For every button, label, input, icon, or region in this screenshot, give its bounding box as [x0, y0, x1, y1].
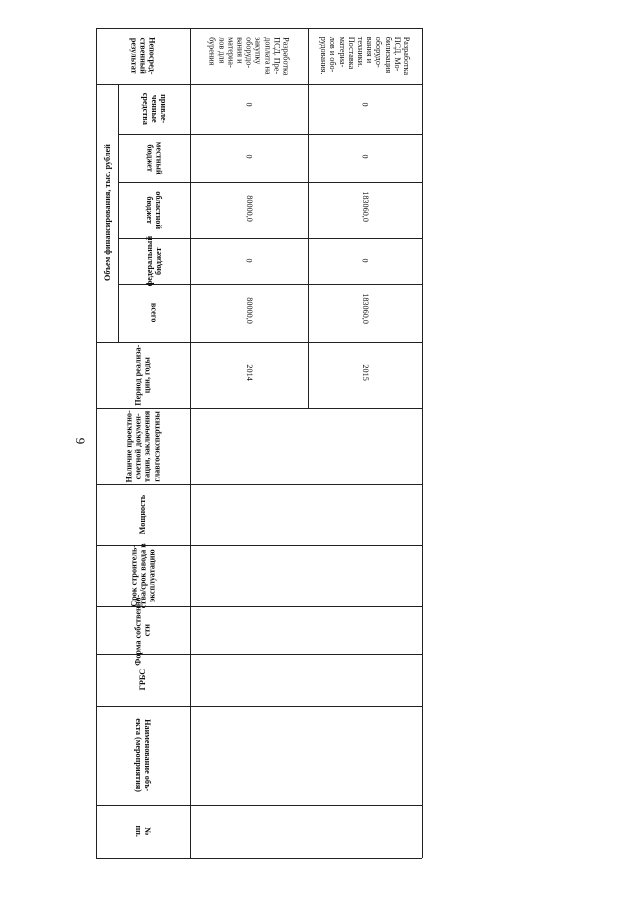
page-number: 9	[73, 437, 88, 445]
header-funding-group: Объем финансирования, тыс. рублей	[102, 144, 112, 282]
row1-total: 80000,0	[244, 297, 254, 324]
header-result: Непосред- ственный результат	[129, 37, 157, 75]
table-border-right	[422, 28, 423, 858]
header-grbs: ГРБС	[138, 669, 148, 691]
header-federal: федеральный бюджет	[144, 235, 163, 287]
row1-federal: 0	[244, 258, 254, 263]
header-total: всего	[149, 303, 159, 323]
header-regional: областной бюджет	[144, 191, 164, 229]
header-period: Период реализа- ции, годы	[133, 344, 152, 406]
row1-result: Разработка ПСД. Пре- доплата на закупку оборудо- вания и материа- лов для бурения	[207, 36, 291, 76]
header-name: Наименование объ- екта (мероприятия)	[133, 718, 153, 793]
row2-result: Разработка ПСД. Мо- билизация оборудо- вания и техники. Поставка материа- лов и обо- рудования.	[319, 36, 411, 76]
row2-attracted: 0	[360, 102, 370, 107]
header-ownership: Форма собственно- сти	[133, 594, 152, 666]
header-capacity: Мощность	[138, 494, 148, 535]
row2-regional: 183060,0	[360, 191, 370, 222]
row1-regional: 80000,0	[244, 195, 254, 222]
header-number: № пп.	[133, 825, 153, 838]
header-term: Срок строитель- ства/срок ввода в эксплуатацию	[129, 543, 157, 608]
row2-period: 2015	[360, 364, 370, 381]
header-docs: Наличие проектно- сметной докумен- тации, заключения главгосэкспертизы	[124, 409, 162, 483]
row1-local: 0	[244, 154, 254, 159]
row1-attracted: 0	[244, 102, 254, 107]
table-border-bottom	[96, 858, 422, 859]
row2-total: 183060,0	[360, 293, 370, 324]
row2-local: 0	[360, 154, 370, 159]
header-local: местный бюджет	[144, 141, 164, 175]
header-attracted: привле- ченные средства	[140, 92, 168, 126]
row2-federal: 0	[360, 258, 370, 263]
row1-period: 2014	[244, 364, 254, 381]
